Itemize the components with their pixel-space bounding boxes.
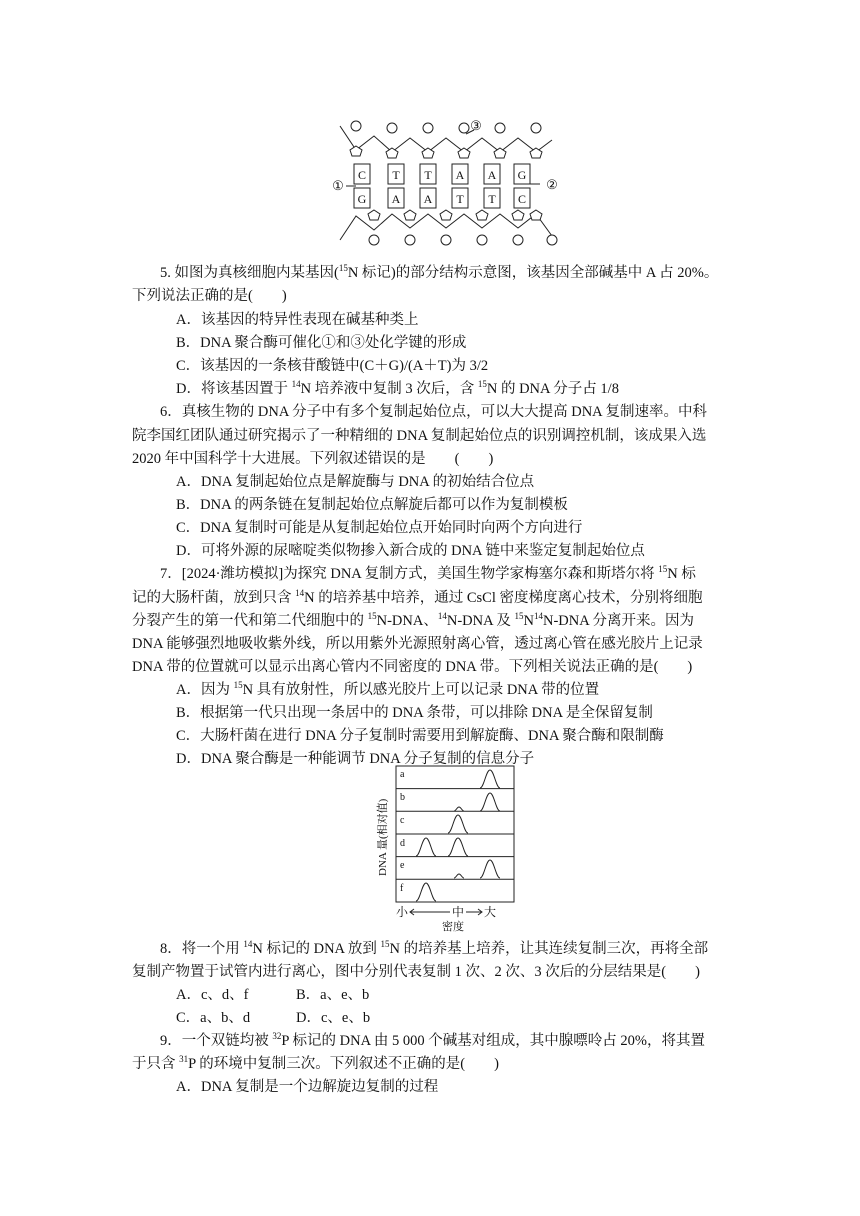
top-base-4: A xyxy=(455,168,465,182)
q7-option-a: A．因为 $^{15}$N 具有放射性，所以感光胶片上可以记录 DNA 带的位置 xyxy=(176,680,600,698)
density-band-figure xyxy=(370,764,520,934)
q5-option-d: D．将该基因置于 $^{14}$N 培养液中复制 3 次后，含 $^{15}$N 的 DNA 分子占 1/8 xyxy=(176,379,619,397)
q8-stem-line1: 8．将一个用 $^{14}$N 标记的 DNA 放到 $^{15}$N 的培养基上培养，让其连续复制三次，再将全部 xyxy=(160,939,709,957)
q6-option-c: C．DNA 复制时可能是从复制起始位点开始同时向两个方向进行 xyxy=(176,520,583,536)
bottom-base-5: T xyxy=(488,192,496,206)
bottom-base-1: G xyxy=(357,192,367,206)
panel-label-b: b xyxy=(400,792,405,803)
q6-option-d: D．可将外源的尿嘧啶类似物掺入新合成的 DNA 链中来鉴定复制起始位点 xyxy=(176,543,645,559)
q8-stem-line2: 复制产物置于试管内进行离心，图中分别代表复制 1 次、2 次、3 次后的分层结果是( ) xyxy=(132,964,700,980)
panel-label-c: c xyxy=(400,815,405,826)
q7-option-b: B．根据第一代只出现一条居中的 DNA 条带，可以排除 DNA 是全保留复制 xyxy=(176,705,653,721)
q6-option-b: B．DNA 的两条链在复制起始位点解旋后都可以作为复制模板 xyxy=(176,497,568,513)
marker-1: ① xyxy=(332,178,344,193)
q8-option-c: C．a、b、d xyxy=(176,1010,251,1026)
q7-stem-line4: DNA 能够强烈地吸收紫外线，所以用紫外光源照射离心管，透过离心管在感光胶片上记录 xyxy=(132,636,703,652)
panel-label-a: a xyxy=(400,769,405,780)
q5-stem-line2: 下列说法正确的是( ) xyxy=(132,288,287,304)
q5-option-b: B．DNA 聚合酶可催化①和③处化学键的形成 xyxy=(176,335,467,351)
x-axis-label: 密度 xyxy=(442,921,464,933)
q7-stem-line3: 分裂产生的第一代和第二代细胞中的 $^{15}$N-DNA、$^{14}$N-DNA 及 $^{15}N^{14}N$-DNA 分离开来。因为 xyxy=(132,611,695,629)
q9-stem-line2: 于只含 $^{31}$P 的环境中复制三次。下列叙述不正确的是( ) xyxy=(132,1054,499,1072)
q6-stem-line2: 院李国红团队通过研究揭示了一种精细的 DNA 复制起始位点的识别调控机制，该成果入选 xyxy=(132,428,707,444)
panel-label-f: f xyxy=(400,883,404,894)
q8-option-d: D．c、e、b xyxy=(296,1010,371,1026)
q7-option-c: C．大肠杆菌在进行 DNA 分子复制时需要用到解旋酶、DNA 聚合酶和限制酶 xyxy=(176,728,664,744)
q8-option-b: B．a、e、b xyxy=(296,987,370,1003)
q7-stem-line1: 7．[2024·潍坊模拟]为探究 DNA 复制方式，美国生物学家梅塞尔森和斯塔尔将 $^{15}$N 标 xyxy=(160,564,696,582)
q7-option-d: D．DNA 聚合酶是一种能调节 DNA 分子复制的信息分子 xyxy=(176,751,535,767)
marker-3: ③ xyxy=(470,118,482,133)
panel-label-e: e xyxy=(400,860,405,871)
dna-structure-figure xyxy=(326,118,566,248)
y-axis-label: DNA 量(相对值) xyxy=(377,798,389,876)
q9-stem-line1: 9．一个双链均被 $^{32}$P 标记的 DNA 由 5 000 个碱基对组成，其中腺嘌呤占 20%，将其置 xyxy=(160,1031,705,1049)
bottom-base-2: A xyxy=(391,192,401,206)
q8-option-a: A．c、d、f xyxy=(176,987,249,1003)
q6-stem-line3: 2020 年中国科学十大进展。下列叙述错误的是 ( ) xyxy=(132,451,494,467)
q5-stem-line1: 5. 如图为真核细胞内某基因($^{15}$N 标记)的部分结构示意图，该基因全部碱基中 A 占 20%。 xyxy=(160,263,719,281)
q7-stem-line2: 记的大肠杆菌，放到只含 $^{14}$N 的培养基中培养，通过 CsCl 密度梯度离心技术，分别将细胞 xyxy=(132,588,703,606)
q5-option-a: A．该基因的特异性表现在碱基种类上 xyxy=(176,312,419,328)
axis-mid: 中 xyxy=(452,905,465,919)
top-base-1: C xyxy=(357,168,367,182)
top-base-2: T xyxy=(392,168,400,182)
top-base-3: T xyxy=(424,168,432,182)
top-base-6: G xyxy=(517,168,527,182)
axis-large: 大 xyxy=(484,905,497,919)
q5-option-c: C．该基因的一条核苷酸链中(C＋G)/(A＋T)为 3/2 xyxy=(176,358,489,374)
top-base-5: A xyxy=(487,168,497,182)
bottom-base-4: T xyxy=(456,192,464,206)
axis-small: 小 xyxy=(396,905,409,919)
q6-option-a: A．DNA 复制起始位点是解旋酶与 DNA 的初始结合位点 xyxy=(176,474,535,490)
bottom-base-6: C xyxy=(517,192,527,206)
marker-2: ② xyxy=(546,177,558,192)
panel-label-d: d xyxy=(400,838,405,849)
q6-stem-line1: 6．真核生物的 DNA 分子中有多个复制起始位点，可以大大提高 DNA 复制速率。中科 xyxy=(160,404,707,420)
q9-option-a: A．DNA 复制是一个边解旋边复制的过程 xyxy=(176,1079,439,1095)
bottom-base-3: A xyxy=(423,192,433,206)
q7-stem-line5: DNA 带的位置就可以显示出离心管内不同密度的 DNA 带。下列相关说法正确的是( ) xyxy=(132,659,693,675)
